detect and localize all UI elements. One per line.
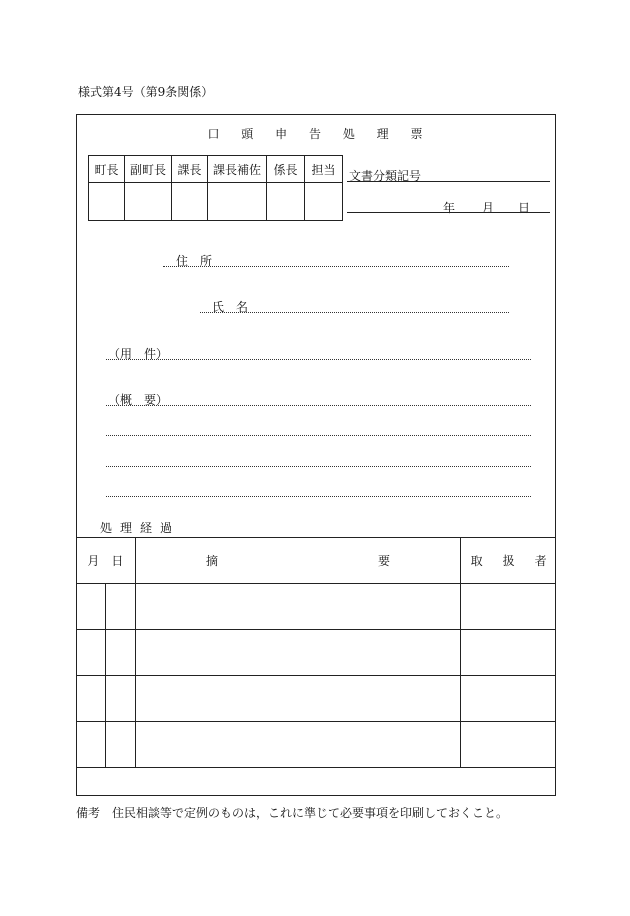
title-char: 告 (308, 127, 323, 141)
process-history-table (76, 537, 556, 798)
month-cell[interactable] (76, 676, 105, 722)
header-summary (135, 538, 460, 584)
header-summary-char: 摘 (206, 554, 219, 568)
name-field[interactable] (200, 298, 509, 313)
address-field[interactable] (163, 252, 509, 267)
table-footer-row (76, 768, 556, 799)
table-row (76, 630, 556, 676)
name-char: 名 (236, 300, 249, 314)
purpose-field[interactable] (106, 345, 531, 360)
stamp-box-deputy-mayor[interactable] (125, 183, 172, 221)
month-cell[interactable] (76, 722, 105, 768)
day-cell[interactable] (105, 676, 135, 722)
date-year-label: 年 (443, 201, 456, 215)
process-char: 理 (120, 521, 133, 535)
stamp-box-staff[interactable] (305, 183, 343, 221)
header-month-day (76, 538, 135, 584)
process-history-label (100, 519, 172, 536)
header-handler-char: 扱 (502, 554, 515, 568)
title-char: 申 (275, 127, 290, 141)
handler-cell[interactable] (461, 630, 556, 676)
address-char: 住 (176, 254, 189, 268)
address-char: 所 (200, 254, 213, 268)
stamp-box-mayor[interactable] (89, 183, 125, 221)
day-cell[interactable] (105, 584, 135, 630)
form-title (76, 125, 556, 142)
purpose-label: （用 件） (108, 347, 169, 361)
title-char: 口 (207, 127, 222, 141)
doc-number-field[interactable] (347, 166, 550, 182)
title-char: 理 (376, 127, 391, 141)
date-field[interactable] (347, 198, 550, 213)
summary-field-line-1[interactable] (106, 391, 531, 406)
header-handler (461, 538, 556, 584)
header-month: 月 (87, 554, 100, 568)
month-cell[interactable] (76, 584, 105, 630)
summary-cell[interactable] (135, 676, 460, 722)
day-cell[interactable] (105, 630, 135, 676)
table-row (76, 722, 556, 768)
summary-cell[interactable] (135, 630, 460, 676)
stamp-box-section-chief[interactable] (172, 183, 208, 221)
stamp-header-mayor: 町長 (89, 156, 125, 183)
table-row (76, 584, 556, 630)
stamp-header-deputy-mayor: 副町長 (125, 156, 172, 183)
summary-field-line-2[interactable] (106, 421, 531, 436)
form-number-label: 様式第4号（第9条関係） (78, 85, 214, 99)
stamp-header-section-chief: 課長 (172, 156, 208, 183)
header-day: 日 (111, 554, 124, 568)
stamp-box-subsection-chief[interactable] (267, 183, 305, 221)
month-cell[interactable] (76, 630, 105, 676)
stamp-header-assistant-chief: 課長補佐 (208, 156, 267, 183)
summary-field-line-3[interactable] (106, 452, 531, 467)
date-month-label: 月 (482, 201, 495, 215)
date-day-label: 日 (518, 201, 531, 215)
handler-cell[interactable] (461, 584, 556, 630)
process-char: 過 (160, 521, 173, 535)
title-char: 頭 (241, 127, 256, 141)
title-char: 処 (342, 127, 357, 141)
header-handler-char: 者 (534, 554, 547, 568)
day-cell[interactable] (105, 722, 135, 768)
footer-blank-cell[interactable] (76, 768, 556, 799)
handler-cell[interactable] (461, 676, 556, 722)
stamp-header-subsection-chief: 係長 (267, 156, 305, 183)
table-row (76, 676, 556, 722)
summary-cell[interactable] (135, 722, 460, 768)
title-char: 票 (410, 127, 425, 141)
summary-label: （概 要） (108, 393, 169, 407)
summary-cell[interactable] (135, 584, 460, 630)
handler-cell[interactable] (461, 722, 556, 768)
approval-stamp-table (88, 155, 343, 221)
doc-number-label: 文書分類記号 (349, 169, 422, 183)
header-handler-char: 取 (470, 554, 483, 568)
process-char: 処 (100, 521, 113, 535)
process-char: 経 (140, 521, 153, 535)
summary-field-line-4[interactable] (106, 482, 531, 497)
name-char: 氏 (212, 300, 225, 314)
stamp-header-staff: 担当 (305, 156, 343, 183)
stamp-box-assistant-chief[interactable] (208, 183, 267, 221)
header-summary-char: 要 (378, 554, 391, 568)
remarks-note: 備考 住民相談等で定例のものは，これに準じて必要事項を印刷しておくこと。 (76, 806, 509, 820)
